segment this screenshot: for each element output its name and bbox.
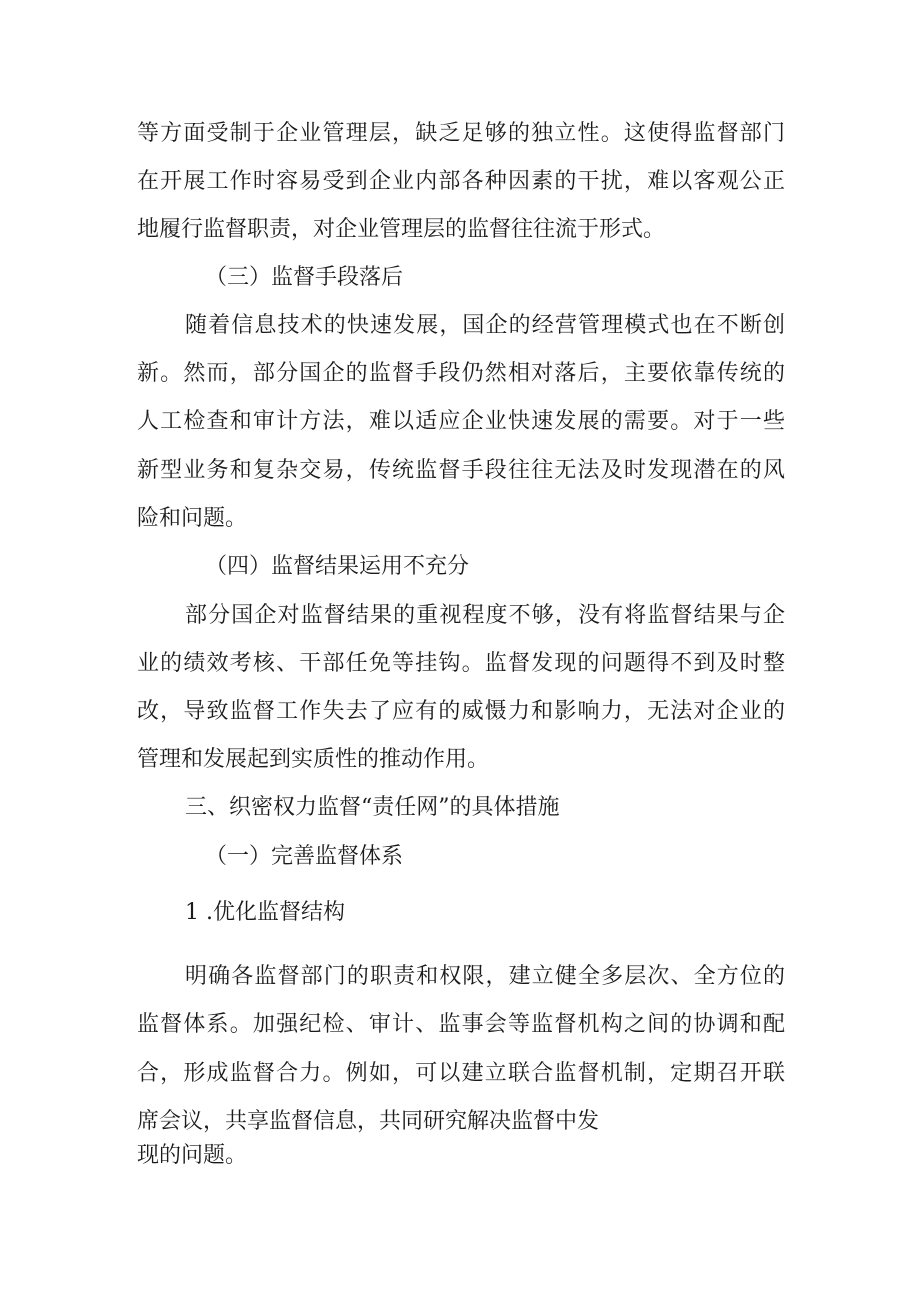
subheading-yi: （一）完善监督体系 — [205, 844, 404, 869]
paragraph-line: 随着信息技术的快速发展，国企的经营管理模式也在不断创 — [185, 313, 785, 338]
subheading-si: （四）监督结果运用不充分 — [205, 554, 470, 579]
paragraph-line: 明确各监督部门的职责和权限，建立健全多层次、全方位的 — [185, 964, 785, 989]
paragraph-line: 新。然而，部分国企的监督手段仍然相对落后，主要依靠传统的 — [137, 361, 785, 386]
paragraph-line: 部分国企对监督结果的重视程度不够，没有将监督结果与企 — [185, 603, 785, 628]
paragraph-line: 管理和发展起到实质性的推动作用。 — [137, 747, 490, 772]
paragraph-line: 业的绩效考核、干部任免等挂钩。监督发现的问题得不到及时整 — [137, 651, 785, 676]
paragraph-line: 合，形成监督合力。例如，可以建立联合监督机制，定期召开联 — [137, 1061, 785, 1086]
paragraph-line: 现的问题。 — [137, 1143, 248, 1168]
paragraph-line: 人工检查和审计方法，难以适应企业快速发展的需要。对于一些 — [137, 409, 785, 434]
subheading-1: 1 .优化监督结构 — [185, 900, 345, 925]
paragraph-line: 等方面受制于企业管理层，缺乏足够的独立性。这使得监督部门 — [137, 121, 785, 146]
paragraph-line: 在开展工作时容易受到企业内部各种因素的干扰，难以客观公正 — [137, 169, 785, 194]
paragraph-line: 席会议，共享监督信息，共同研究解决监督中发 — [137, 1109, 600, 1134]
paragraph-line: 改，导致监督工作失去了应有的威慑力和影响力，无法对企业的 — [137, 699, 785, 724]
paragraph-line: 新型业务和复杂交易，传统监督手段往往无法及时发现潜在的风 — [137, 458, 785, 483]
subheading-san: （三）监督手段落后 — [205, 265, 404, 290]
section-heading-3: 三、织密权力监督“责任网”的具体措施 — [185, 795, 560, 820]
paragraph-line: 地履行监督职责，对企业管理层的监督往往流于形式。 — [137, 217, 666, 242]
paragraph-line: 险和问题。 — [137, 506, 248, 531]
paragraph-line: 监督体系。加强纪检、审计、监事会等监督机构之间的协调和配 — [137, 1012, 785, 1037]
